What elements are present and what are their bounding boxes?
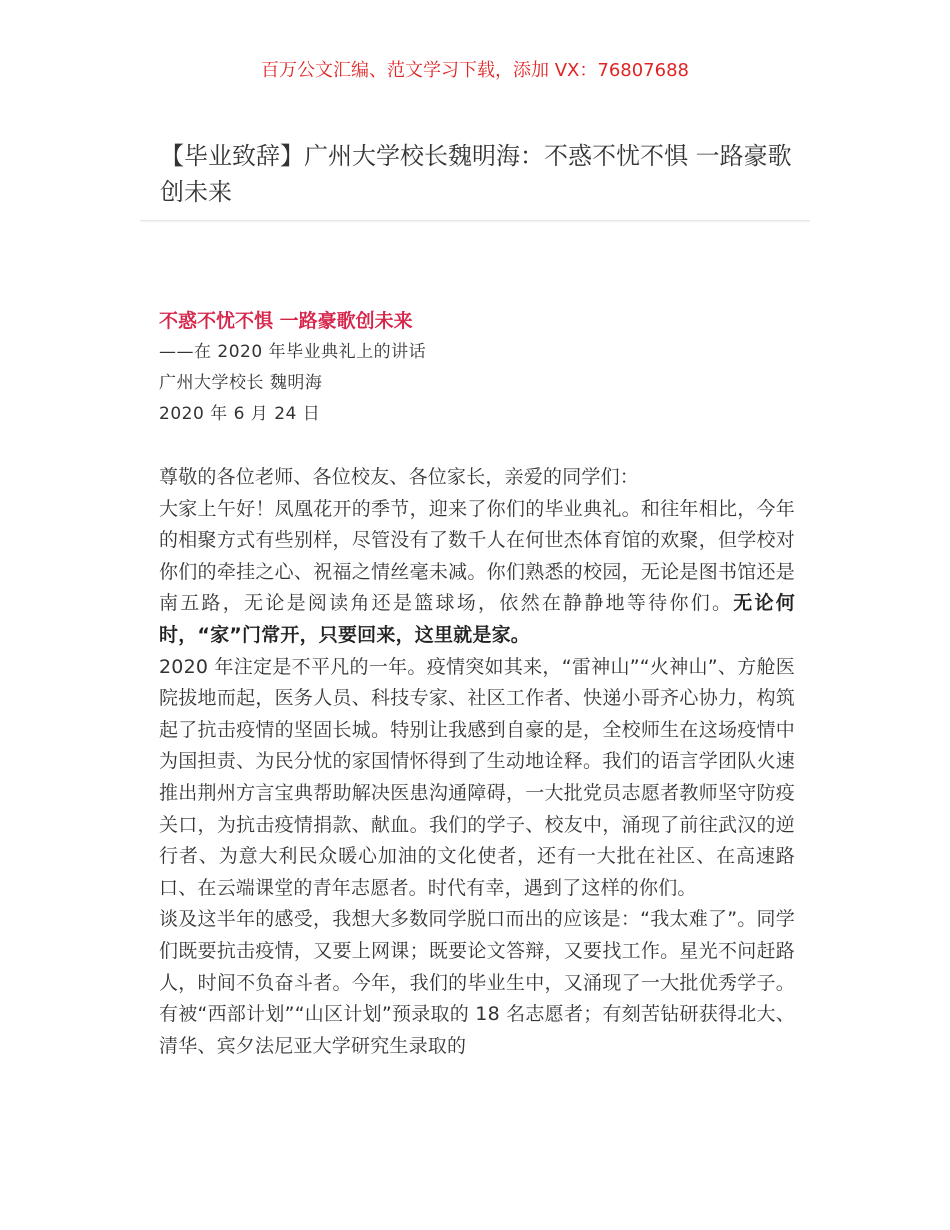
header-divider	[140, 220, 810, 221]
speech-author: 广州大学校长 魏明海	[159, 373, 323, 393]
article-content	[159, 306, 795, 1062]
speech-subtitle: ——在 2020 年毕业典礼上的讲话	[159, 342, 427, 362]
spacer	[159, 430, 795, 462]
paragraph-3: 谈及这半年的感受，我想大多数同学脱口而出的应该是：“我太难了”。同学们既要抗击疫情，又要上网课；既要论文答辩，又要找工作。星光不问赶路人，时间不负奋斗者。今年，我们的毕业生中，又涌现了一大批优秀学子。有被“西部计划”“山区计划”预录取的 18 名志愿者；有刻苦钻研获得北大、清华、宾夕法尼亚大学研究生录取的	[159, 908, 795, 1057]
article-title: 【毕业致辞】广州大学校长魏明海：不惑不忧不惧 一路豪歌创未来	[160, 142, 792, 206]
watermark-banner: 百万公文汇编、范文学习下载，添加 VX：76807688	[261, 60, 689, 81]
speech-date: 2020 年 6 月 24 日	[159, 404, 321, 424]
speech-title: 不惑不忧不惧 一路豪歌创未来	[159, 310, 413, 332]
paragraph-1	[159, 494, 795, 652]
greeting-paragraph: 尊敬的各位老师、各位校友、各位家长，亲爱的同学们：	[159, 466, 640, 488]
paragraph-1-emphasis: 无论何时，“家”门常开，只要回来，这里就是家。	[159, 592, 795, 646]
article-header	[140, 138, 810, 221]
paragraph-1-text: 大家上午好！凤凰花开的季节，迎来了你们的毕业典礼。和往年相比，今年的相聚方式有些别样，尽管没有了数千人在何世杰体育馆的欢聚，但学校对你们的牵挂之心、祝福之情丝毫未减。你们熟悉的校园，无论是图书馆还是南五路，无论是阅读角还是篮球场，依然在静静地等待你们。	[159, 497, 795, 615]
paragraph-2: 2020 年注定是不平凡的一年。疫情突如其来，“雷神山”“火神山”、方舱医院拔地而起，医务人员、科技专家、社区工作者、快递小哥齐心协力，构筑起了抗击疫情的坚固长城。特别让我感到自豪的是，全校师生在这场疫情中为国担责、为民分忧的家国情怀得到了生动地诠释。我们的语言学团队火速推出荆州方言宝典帮助解决医患沟通障碍，一大批党员志愿者教师坚守防疫关口，为抗击疫情捐款、献血。我们的学子、校友中，涌现了前往武汉的逆行者、为意大利民众暖心加油的文化使者，还有一大批在社区、在高速路口、在云端课堂的青年志愿者。时代有幸，遇到了这样的你们。	[159, 655, 795, 899]
